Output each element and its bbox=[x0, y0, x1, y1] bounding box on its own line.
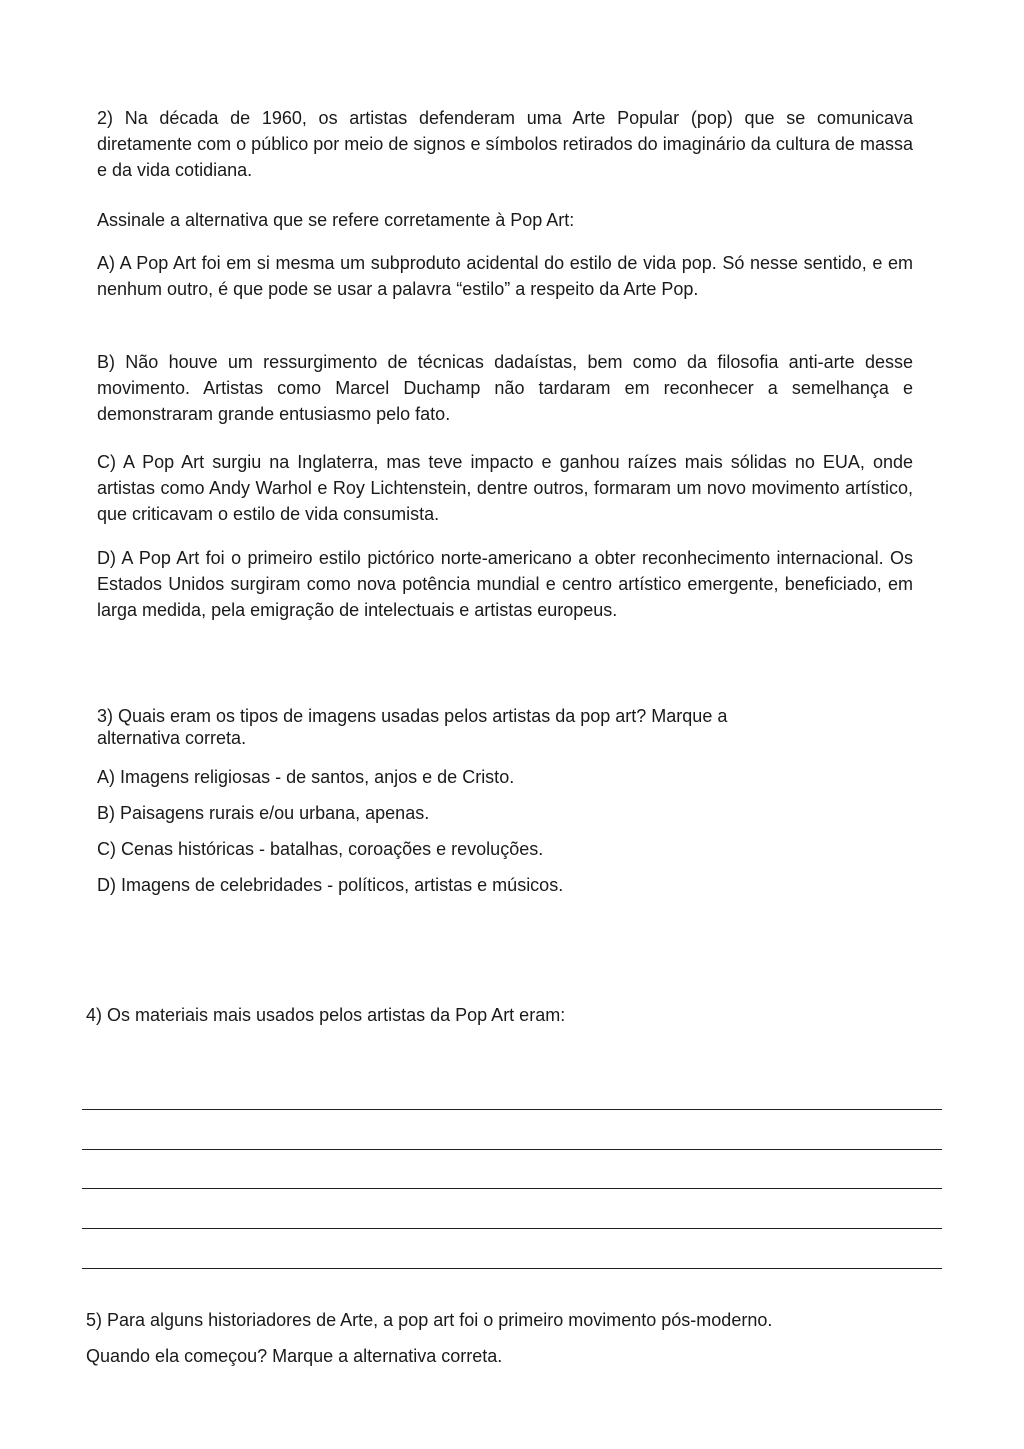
question-4-prompt: 4) Os materiais mais usados pelos artistas da Pop Art eram: bbox=[86, 1005, 566, 1025]
question-2-prompt: 2) Na década de 1960, os artistas defenderam uma Arte Popular (pop) que se comunicava diretamente com o público por meio de signos e símbolos retirados do imaginário da cultura de massa e da vida cotidiana. bbox=[97, 108, 913, 180]
question-3-option-a: A) Imagens religiosas - de santos, anjos e de Cristo. bbox=[97, 767, 515, 787]
question-3-prompt-line-2: alternativa correta. bbox=[97, 728, 247, 748]
question-2-option-c: C) A Pop Art surgiu na Inglaterra, mas teve impacto e ganhou raízes mais sólidas no EUA, onde artistas como Andy Warhol e Roy Lichtenstein, dentre outros, formaram um novo movimento artístico, que criticavam o estilo de vida consumista. bbox=[97, 452, 913, 524]
question-3-option-c: C) Cenas históricas - batalhas, coroações e revoluções. bbox=[97, 839, 544, 859]
answer-line[interactable] bbox=[82, 1268, 942, 1269]
question-2-option-b: B) Não houve um ressurgimento de técnicas dadaístas, bem como da filosofia anti-arte desse movimento. Artistas como Marcel Duchamp não tardaram em reconhecer a semelhança e demonstraram grande entusiasmo pelo fato. bbox=[97, 352, 913, 424]
question-3-option-d: D) Imagens de celebridades - políticos, artistas e músicos. bbox=[97, 875, 564, 895]
question-5-prompt-line-1: 5) Para alguns historiadores de Arte, a pop art foi o primeiro movimento pós-moderno. bbox=[86, 1310, 773, 1330]
answer-line[interactable] bbox=[82, 1188, 942, 1189]
question-2-option-d: D) A Pop Art foi o primeiro estilo pictórico norte-americano a obter reconhecimento internacional. Os Estados Unidos surgiram como nova potência mundial e centro artístico emergente, beneficiado, em larga medida, pela emigração de intelectuais e artistas europeus. bbox=[97, 548, 913, 620]
question-3-prompt-line-1: 3) Quais eram os tipos de imagens usadas pelos artistas da pop art? Marque a bbox=[97, 706, 728, 726]
question-2-instruction: Assinale a alternativa que se refere corretamente à Pop Art: bbox=[97, 210, 575, 230]
answer-line[interactable] bbox=[82, 1228, 942, 1229]
answer-line[interactable] bbox=[82, 1149, 942, 1150]
question-2-option-a: A) A Pop Art foi em si mesma um subproduto acidental do estilo de vida pop. Só nesse sentido, e em nenhum outro, é que pode se usar a palavra “estilo” a respeito da Arte Pop. bbox=[97, 253, 913, 299]
question-3-option-b: B) Paisagens rurais e/ou urbana, apenas. bbox=[97, 803, 430, 823]
question-5-prompt-line-2: Quando ela começou? Marque a alternativa correta. bbox=[86, 1346, 503, 1366]
answer-line[interactable] bbox=[82, 1109, 942, 1110]
